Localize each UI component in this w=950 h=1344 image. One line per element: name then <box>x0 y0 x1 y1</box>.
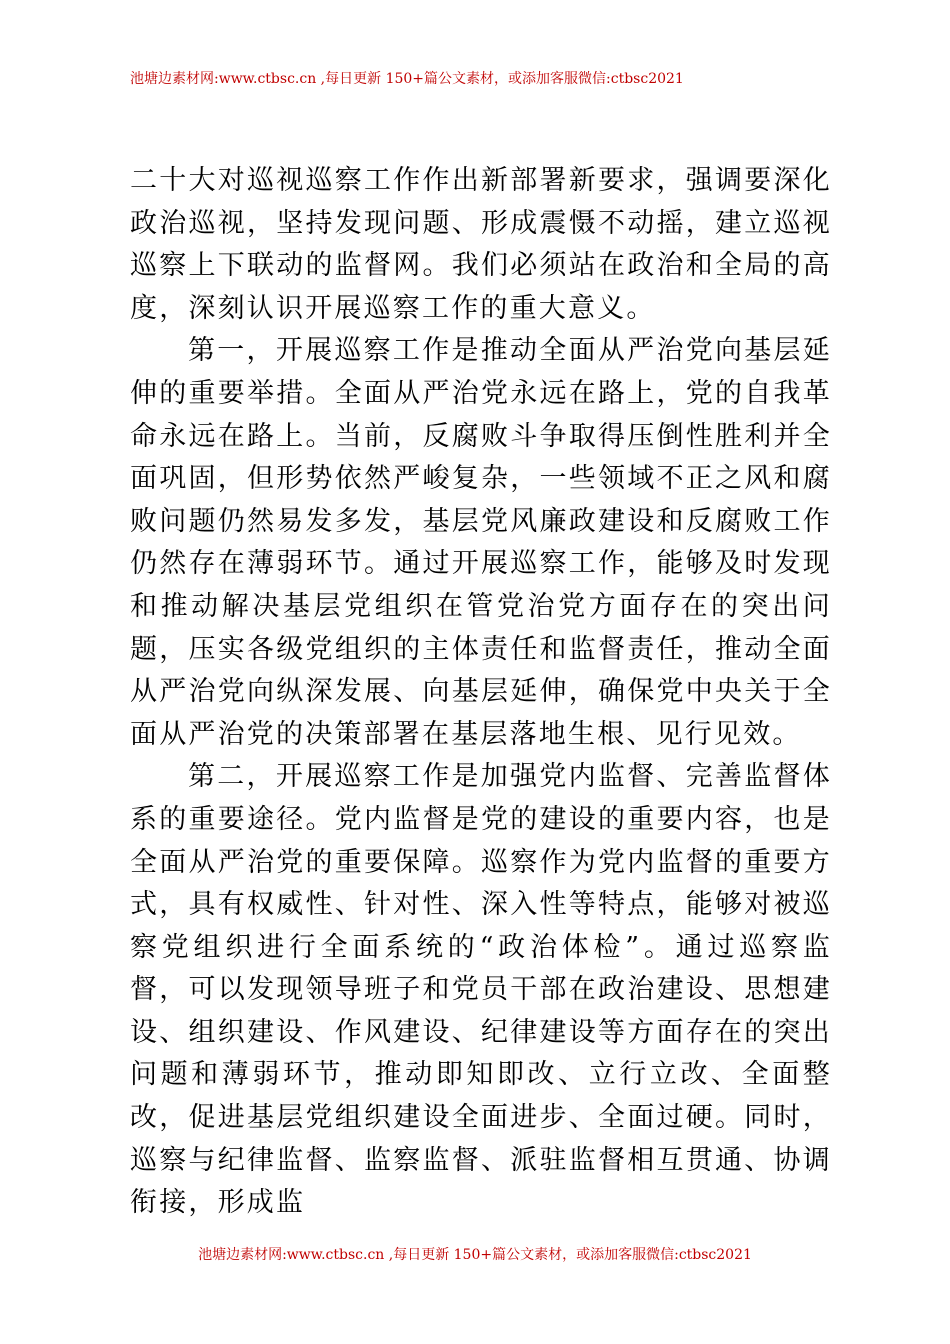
paragraph-intro: 二十大对巡视巡察工作作出新部署新要求，强调要深化政治巡视，坚持发现问题、形成震慑不动摇，建立巡视巡察上下联动的监督网。我们必须站在政治和全局的高度，深刻认识开展巡察工作的重大意义。 <box>130 165 832 324</box>
page-footer-watermark: 池塘边素材网:www.ctbsc.cn ,每日更新 150+篇公文素材，或添加客服微信:ctbsc2021 <box>198 1247 752 1263</box>
document-body <box>130 160 832 1225</box>
paragraph-second-point: 第二，开展巡察工作是加强党内监督、完善监督体系的重要途径。党内监督是党的建设的重要内容，也是全面从严治党的重要保障。巡察作为党内监督的重要方式，具有权威性、针对性、深入性等特点，能够对被巡察党组织进行全面系统的“政治体检”。通过巡察监督，可以发现领导班子和党员干部在政治建设、思想建设、组织建设、作风建设、纪律建设等方面存在的突出问题和薄弱环节，推动即知即改、立行立改、全面整改，促进基层党组织建设全面进步、全面过硬。同时，巡察与纪律监督、监察监督、派驻监督相互贯通、协调衔接，形成监 <box>130 761 832 1219</box>
page-header-watermark: 池塘边素材网:www.ctbsc.cn ,每日更新 150+篇公文素材，或添加客服微信:ctbsc2021 <box>130 71 684 87</box>
paragraph-first-point: 第一，开展巡察工作是推动全面从严治党向基层延伸的重要举措。全面从严治党永远在路上，党的自我革命永远在路上。当前，反腐败斗争取得压倒性胜利并全面巩固，但形势依然严峻复杂，一些领域不正之风和腐败问题仍然易发多发，基层党风廉政建设和反腐败工作仍然存在薄弱环节。通过开展巡察工作，能够及时发现和推动解决基层党组织在管党治党方面存在的突出问题，压实各级党组织的主体责任和监督责任，推动全面从严治党向纵深发展、向基层延伸，确保党中央关于全面从严治党的决策部署在基层落地生根、见行见效。 <box>130 335 832 750</box>
